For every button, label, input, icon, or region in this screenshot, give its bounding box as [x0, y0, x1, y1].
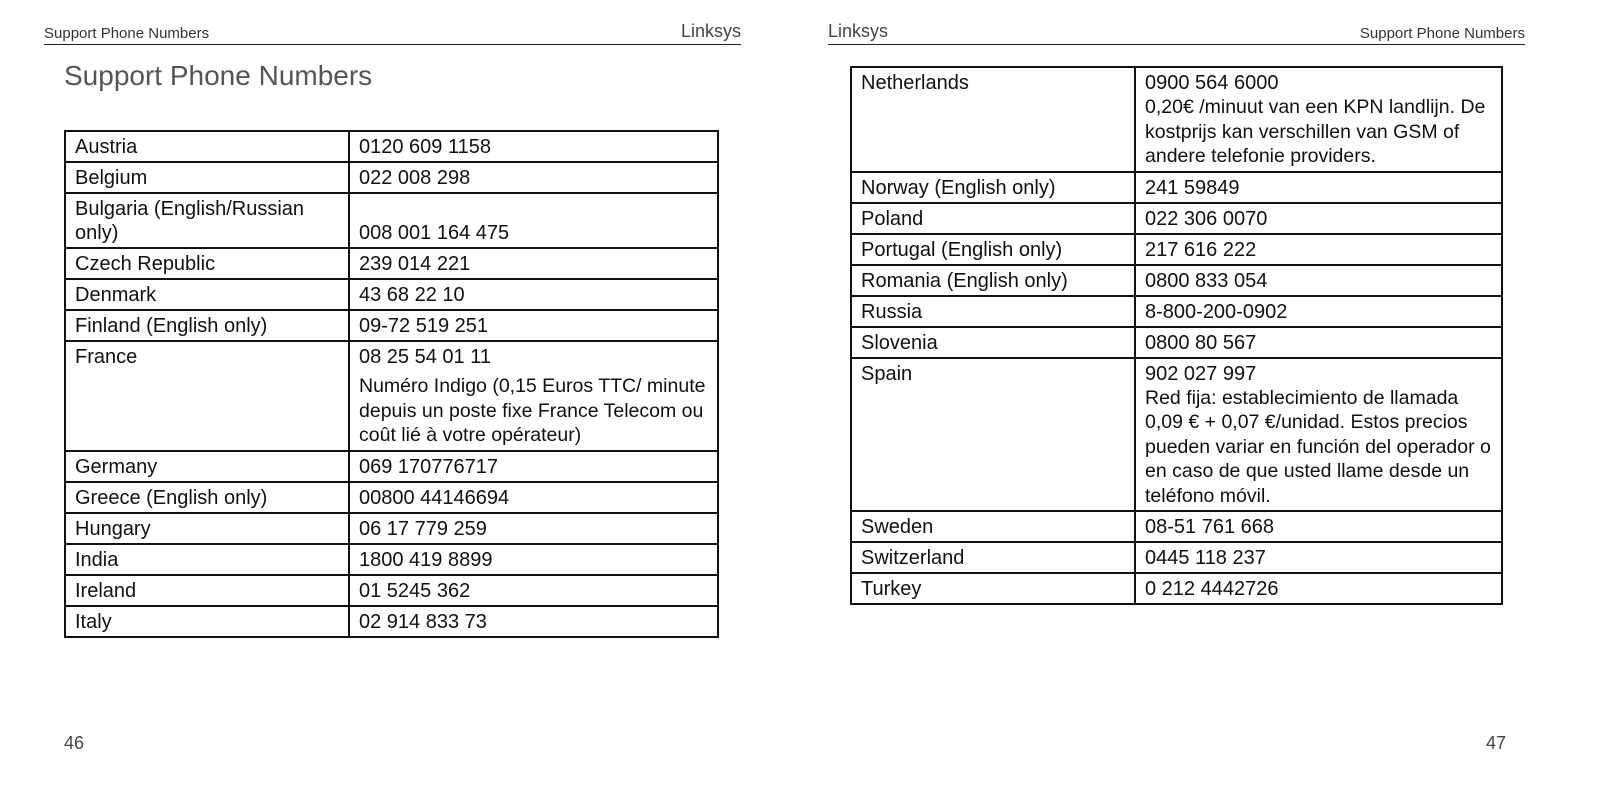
table-row — [65, 248, 718, 279]
phone-number-cell — [349, 193, 718, 248]
phone-number-cell — [349, 162, 718, 193]
phone-number: 09-72 519 251 — [359, 315, 489, 337]
page-number: 47 — [1485, 733, 1506, 753]
table-row — [65, 606, 718, 637]
phone-number: 00800 44146694 — [359, 486, 510, 509]
phone-number-cell — [1135, 511, 1502, 542]
country-cell: Russia — [851, 296, 1135, 327]
table-row — [851, 327, 1502, 358]
table-row — [65, 310, 718, 341]
country-cell: Slovenia — [851, 327, 1135, 358]
phone-number-cell — [349, 606, 718, 637]
table-row — [851, 542, 1502, 573]
rate-note: Numéro Indigo (0,15 Euros TTC/ minute depuis un poste fixe France Telecom ou coût lié à votre opérateur) — [359, 375, 706, 446]
table-row — [65, 513, 718, 544]
phone-number: 0800 80 567 — [1145, 331, 1257, 354]
phone-number: 0120 609 1158 — [359, 136, 491, 158]
phone-number-cell — [1135, 358, 1502, 512]
table-row — [65, 451, 718, 482]
table-row — [851, 234, 1502, 265]
country-cell: Ireland — [65, 575, 349, 606]
country-cell: Belgium — [65, 162, 349, 193]
phone-number: 902 027 997 — [1145, 362, 1257, 385]
phone-number: 43 68 22 10 — [359, 284, 465, 306]
table-row — [851, 172, 1502, 203]
country-cell: Finland (English only) — [65, 310, 349, 341]
phone-number-cell — [1135, 573, 1502, 604]
table-row — [65, 193, 718, 248]
phone-number: 01 5245 362 — [359, 579, 471, 602]
country-cell: Denmark — [65, 279, 349, 310]
header-section-title: Support Phone Numbers — [1359, 25, 1525, 42]
phone-number: 239 014 221 — [359, 253, 471, 275]
table-row — [851, 265, 1502, 296]
country-cell: Turkey — [851, 573, 1135, 604]
phone-number-cell — [349, 482, 718, 513]
country-cell: Hungary — [65, 513, 349, 544]
phone-number: 069 170776717 — [359, 455, 499, 478]
table-row — [851, 203, 1502, 234]
phone-number-cell — [1135, 327, 1502, 358]
phone-number-cell — [349, 131, 718, 162]
running-header — [44, 20, 741, 45]
phone-number: 022 306 0070 — [1145, 207, 1268, 230]
country-cell: Netherlands — [851, 67, 1135, 172]
country-cell: Spain — [851, 358, 1135, 512]
phone-number-cell — [1135, 172, 1502, 203]
country-cell: Poland — [851, 203, 1135, 234]
country-cell: Portugal (English only) — [851, 234, 1135, 265]
page-title: Support Phone Numbers — [64, 60, 373, 91]
phone-number-cell — [349, 451, 718, 482]
table-row — [65, 482, 718, 513]
country-cell: Austria — [65, 131, 349, 162]
phone-number: 0 212 4442726 — [1145, 578, 1279, 600]
country-cell: Italy — [65, 606, 349, 637]
country-cell: Switzerland — [851, 542, 1135, 573]
table-row — [851, 296, 1502, 327]
phone-number-cell — [349, 310, 718, 341]
phone-number: 0445 118 237 — [1145, 547, 1266, 569]
table-row — [65, 131, 718, 162]
phone-number-cell — [349, 575, 718, 606]
phone-number-cell — [1135, 67, 1502, 172]
country-cell: Norway (English only) — [851, 172, 1135, 203]
country-cell: France — [65, 341, 349, 451]
phone-number-cell — [349, 544, 718, 575]
running-header — [828, 20, 1525, 45]
table-row — [851, 573, 1502, 604]
phone-number: 1800 419 8899 — [359, 548, 493, 571]
country-cell: Germany — [65, 451, 349, 482]
table-row — [65, 279, 718, 310]
right-page — [800, 0, 1600, 800]
phone-number: 0800 833 054 — [1145, 269, 1268, 292]
phone-number-cell — [1135, 203, 1502, 234]
table-row — [65, 575, 718, 606]
phone-number-cell — [1135, 296, 1502, 327]
phone-number-cell — [349, 248, 718, 279]
page-number: 46 — [64, 733, 85, 753]
phone-number: 08-51 761 668 — [1145, 516, 1275, 538]
country-cell: Romania (English only) — [851, 265, 1135, 296]
country-cell: Czech Republic — [65, 248, 349, 279]
header-brand: Linksys — [680, 21, 741, 41]
phone-table-left — [64, 130, 719, 638]
country-cell: Greece (English only) — [65, 482, 349, 513]
phone-number-cell — [1135, 542, 1502, 573]
table-row — [65, 341, 718, 451]
phone-number: 022 008 298 — [359, 167, 471, 189]
phone-number: 241 59849 — [1145, 176, 1240, 199]
country-cell: Bulgaria (English/Russian only) — [65, 193, 349, 248]
table-row — [65, 162, 718, 193]
rate-note: 0,20€ /minuut van een KPN landlijn. De kostprijs kan verschillen van GSM of andere telefonie providers. — [1145, 96, 1486, 167]
rate-note: Red fija: establecimiento de llamada 0,09 € + 0,07 €/unidad. Estos precios pueden variar en función del operador o en caso de que usted llame desde un teléfono móvil. — [1145, 386, 1491, 507]
phone-number-cell — [349, 513, 718, 544]
phone-number: 008 001 164 475 — [359, 222, 510, 244]
country-cell: Sweden — [851, 511, 1135, 542]
phone-number-cell — [349, 279, 718, 310]
header-brand: Linksys — [828, 21, 889, 41]
country-cell: India — [65, 544, 349, 575]
phone-table-right — [850, 66, 1503, 605]
phone-number: 06 17 779 259 — [359, 517, 487, 540]
phone-number: 08 25 54 01 11 — [359, 346, 491, 368]
table-row — [851, 358, 1502, 512]
phone-number: 02 914 833 73 — [359, 610, 487, 633]
phone-number-cell — [1135, 234, 1502, 265]
table-row — [65, 544, 718, 575]
phone-number: 8-800-200-0902 — [1145, 300, 1288, 323]
phone-number-cell — [349, 341, 718, 451]
phone-number: 217 616 222 — [1145, 238, 1257, 261]
phone-number: 0900 564 6000 — [1145, 72, 1279, 94]
header-section-title: Support Phone Numbers — [44, 25, 210, 42]
table-row — [851, 67, 1502, 172]
phone-number-cell — [1135, 265, 1502, 296]
table-row — [851, 511, 1502, 542]
